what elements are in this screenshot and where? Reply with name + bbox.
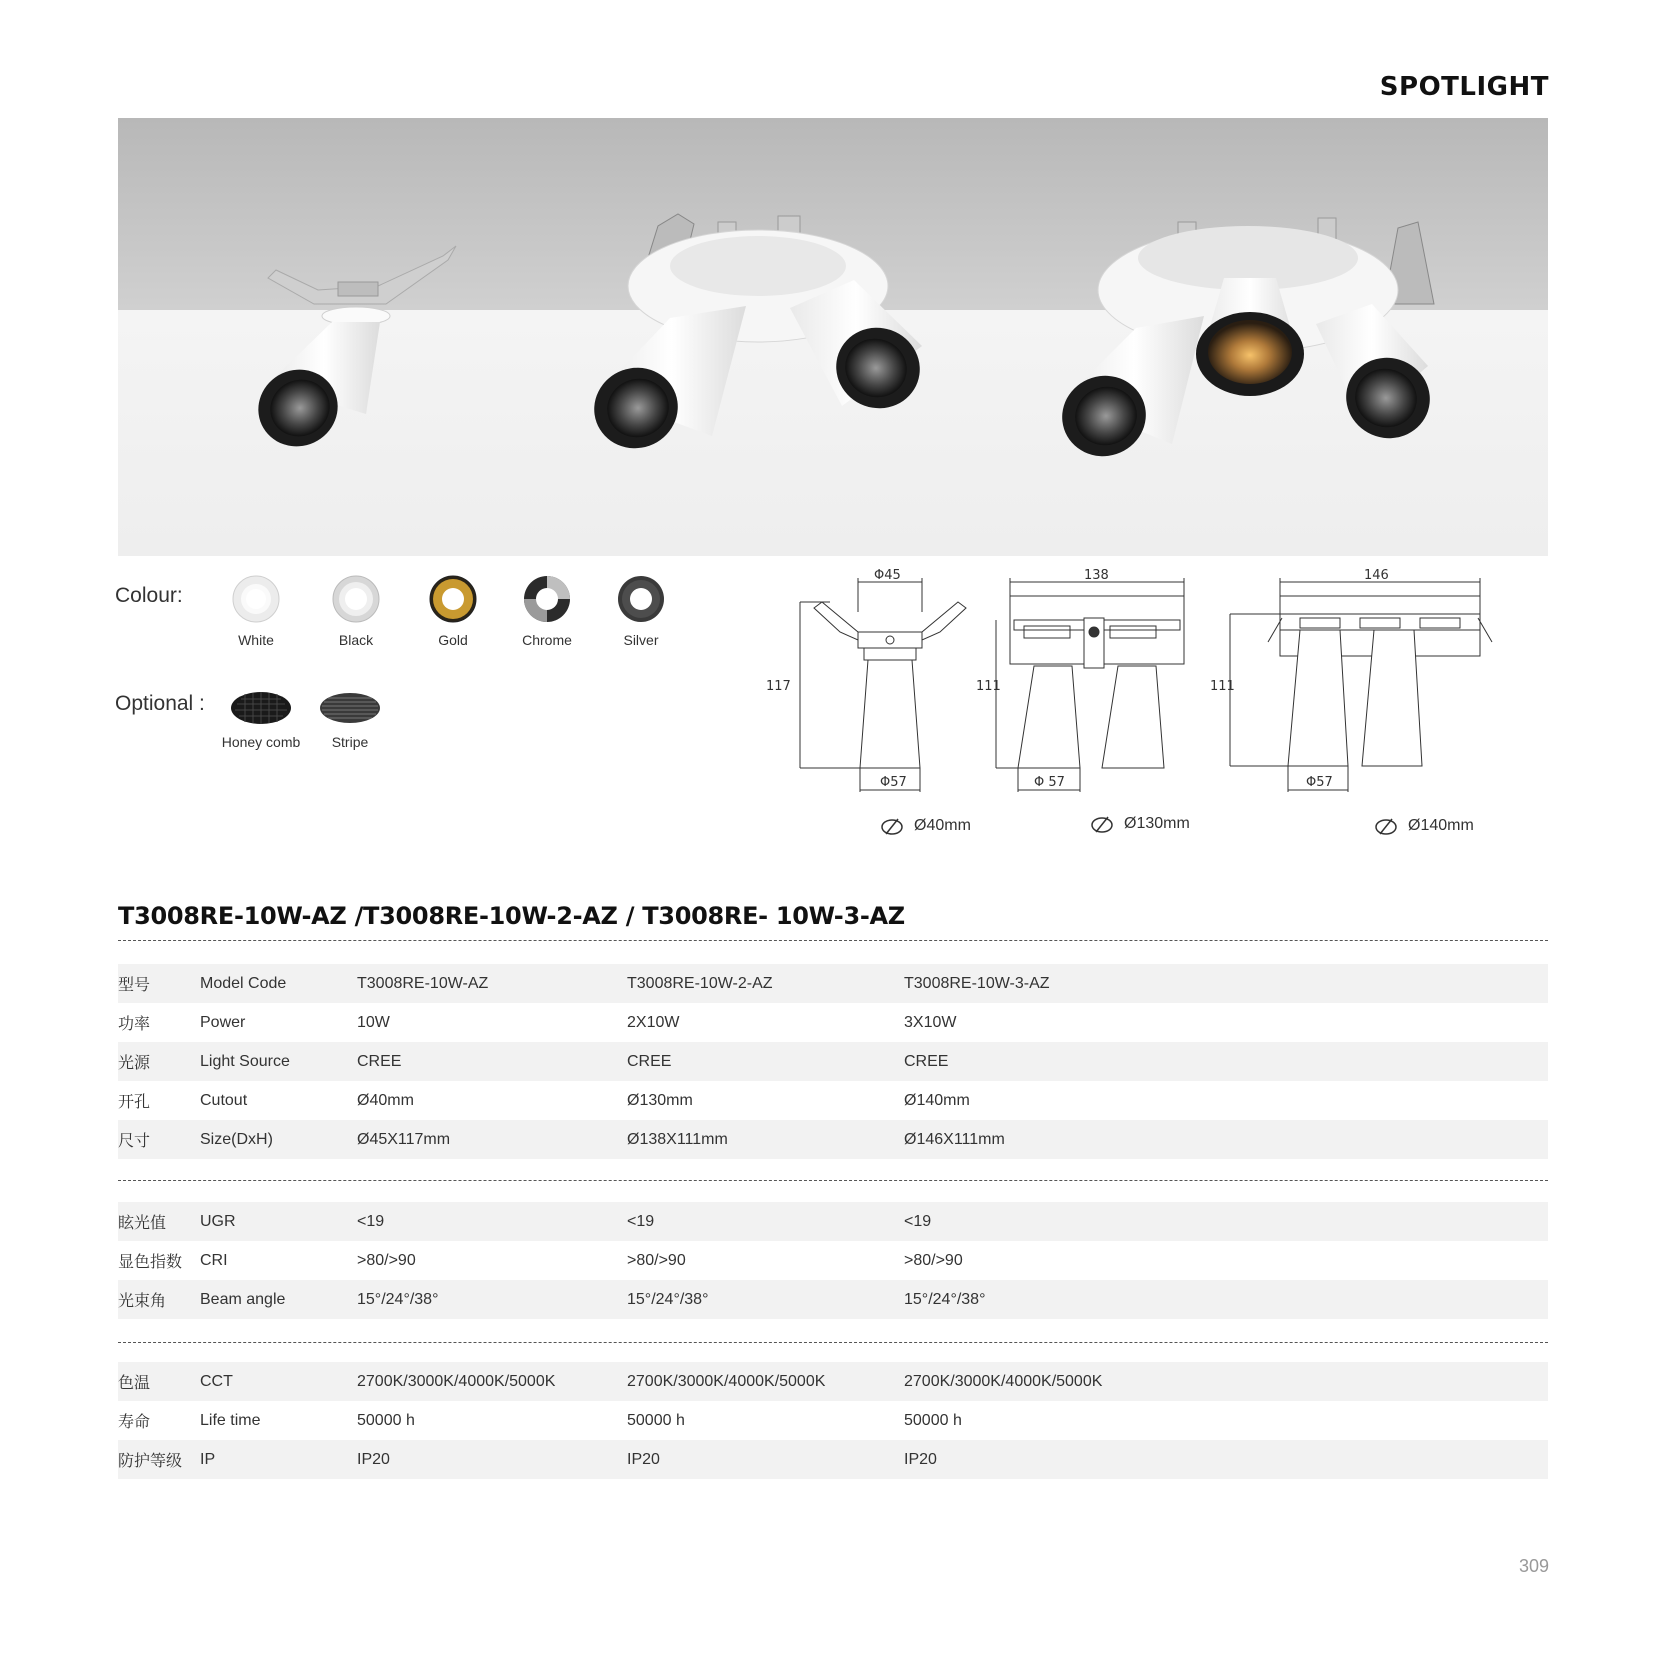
technical-drawings [766,568,1560,850]
cutout-value: Ø40mm [914,817,971,834]
spec-row-ip [118,1440,1548,1479]
spec-value: 3X10W [904,1013,957,1031]
product-photo [118,118,1548,556]
colour-option-label: Black [338,632,374,648]
spec-label-en: Light Source [200,1052,290,1070]
spec-label-cn: 光源 [118,1055,151,1072]
dim-bottom: Φ57 [1306,775,1333,790]
spec-label-en: Model Code [200,974,287,992]
spec-label-cn: 眩光值 [118,1215,167,1232]
spec-value: 50000 h [357,1411,415,1429]
white-swatch-icon [231,574,281,624]
spec-value: IP20 [627,1450,660,1468]
spec-value: >80/>90 [904,1251,963,1269]
cutout-value: Ø140mm [1408,817,1474,834]
stripe-icon [318,690,382,726]
dim-height: 117 [766,679,791,694]
colour-option-white[interactable] [206,574,306,648]
colour-option-chrome[interactable] [497,574,597,648]
spec-label-cn: 光束角 [118,1293,167,1310]
divider [118,1180,1548,1181]
spec-group-general [118,964,1548,1159]
spec-value: Ø40mm [357,1091,414,1109]
model-title: T3008RE-10W-AZ /T3008RE-10W-2-AZ / T3008RE- 10W-3-AZ [118,902,905,930]
spec-value: >80/>90 [357,1251,416,1269]
optional-label: Optional : [115,692,205,715]
spec-label-cn: 寿命 [118,1414,151,1431]
spec-value: 50000 h [627,1411,685,1429]
silver-swatch-icon [616,574,666,624]
dim-bottom: Φ 57 [1034,775,1065,790]
spec-row-size [118,1120,1548,1159]
spec-value: T3008RE-10W-2-AZ [627,974,773,992]
spec-row-cutout [118,1081,1548,1120]
honeycomb-icon [229,690,293,726]
spec-value: <19 [904,1212,932,1230]
optional-stripe[interactable] [300,690,400,750]
spec-row-life-time [118,1401,1548,1440]
spec-value: CREE [627,1052,672,1070]
spec-label-cn: 尺寸 [118,1133,151,1150]
spec-value: 2700K/3000K/4000K/5000K [904,1372,1103,1390]
chrome-swatch-icon [522,574,572,624]
spec-value: IP20 [904,1450,937,1468]
spec-value: 10W [357,1013,390,1031]
colour-option-label: Silver [623,632,659,648]
spec-label-cn: 色温 [118,1375,151,1392]
dim-bottom: Φ57 [880,775,907,790]
colour-label: Colour: [115,584,183,607]
spec-label-en: UGR [200,1212,236,1230]
spec-value: IP20 [357,1450,390,1468]
spec-value: Ø140mm [904,1091,970,1109]
spec-value: Ø130mm [627,1091,693,1109]
spec-label-en: Life time [200,1411,261,1429]
spec-value: 2700K/3000K/4000K/5000K [627,1372,826,1390]
optional-honeycomb[interactable] [211,690,311,750]
cutout-icon [1374,816,1398,836]
optional-option-label: Stripe [331,734,369,750]
spec-value: 2X10W [627,1013,680,1031]
spec-label-cn: 开孔 [118,1094,151,1111]
cutout-icon [880,816,904,836]
spec-label-en: CRI [200,1251,228,1269]
spec-label-en: Size(DxH) [200,1130,273,1148]
drawing-triple [1210,568,1492,792]
cutout-triple [1374,816,1474,836]
drawing-single [766,568,966,792]
spec-value: 50000 h [904,1411,962,1429]
drawing-double [976,568,1184,792]
spec-label-en: Power [200,1013,246,1031]
spec-value: 15°/24°/38° [357,1290,439,1308]
spec-value: 15°/24°/38° [904,1290,986,1308]
optional-option-label: Honey comb [221,734,301,750]
spec-row-cri [118,1241,1548,1280]
spec-value: Ø138X111mm [627,1130,728,1148]
spec-value: 15°/24°/38° [627,1290,709,1308]
spec-row-beam-angle [118,1280,1548,1319]
page-number: 309 [1518,1556,1549,1576]
spec-value: T3008RE-10W-3-AZ [904,974,1050,992]
spec-value: >80/>90 [627,1251,686,1269]
dim-top: Φ45 [874,568,901,583]
dim-top: 138 [1084,568,1109,583]
spec-label-en: Beam angle [200,1290,286,1308]
colour-option-silver[interactable] [591,574,691,648]
colour-option-black[interactable] [306,574,406,648]
spec-group-optics [118,1202,1548,1319]
spec-value: <19 [357,1212,385,1230]
colour-option-label: Gold [438,632,468,648]
spec-value: <19 [627,1212,655,1230]
spec-value: Ø45X117mm [357,1130,451,1148]
cutout-icon [1090,814,1114,834]
spec-label-cn: 型号 [118,977,151,994]
dim-top: 146 [1364,568,1389,583]
cutout-value: Ø130mm [1124,815,1190,832]
spec-row-cct [118,1362,1548,1401]
cutout-double [1090,814,1190,834]
cutout-single [880,816,971,836]
spec-row-light-source [118,1042,1548,1081]
colour-option-gold[interactable] [403,574,503,648]
colour-option-label: White [238,632,274,648]
dim-height: 111 [976,679,1001,694]
spec-value: CREE [357,1052,402,1070]
spec-row-power [118,1003,1548,1042]
spec-row-model-code [118,964,1548,1003]
divider [118,1342,1548,1343]
spec-value: T3008RE-10W-AZ [357,974,489,992]
spec-value: Ø146X111mm [904,1130,1005,1148]
colour-option-label: Chrome [522,632,572,648]
spec-row-ugr [118,1202,1548,1241]
spec-label-cn: 显色指数 [118,1254,183,1271]
dim-height: 111 [1210,679,1235,694]
gold-swatch-icon [428,574,478,624]
spec-label-cn: 防护等级 [118,1453,183,1470]
spec-group-lifetime [118,1362,1548,1479]
spec-value: CREE [904,1052,949,1070]
black-swatch-icon [331,574,381,624]
spec-label-en: Cutout [200,1091,248,1109]
divider [118,940,1548,941]
category-heading: SPOTLIGHT [1379,72,1549,102]
spec-label-en: IP [200,1450,216,1468]
spec-value: 2700K/3000K/4000K/5000K [357,1372,556,1390]
spec-label-cn: 功率 [118,1016,151,1033]
spec-label-en: CCT [200,1372,233,1390]
